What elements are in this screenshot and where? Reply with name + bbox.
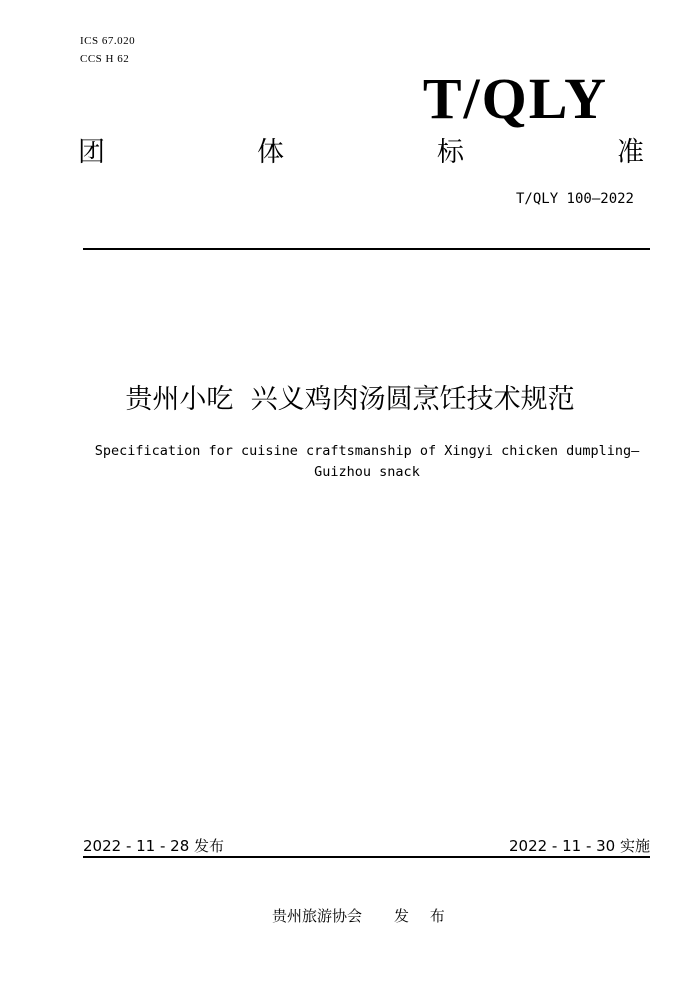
standard-logo: T/QLY bbox=[422, 66, 608, 131]
publisher-action: 发 布 bbox=[394, 907, 453, 925]
standard-type-char: 体 bbox=[257, 137, 284, 168]
standard-type-char: 标 bbox=[437, 137, 464, 168]
title-english bbox=[70, 441, 664, 483]
ics-code: ICS 67.020 bbox=[80, 35, 136, 47]
standard-type-char: 准 bbox=[617, 137, 644, 168]
title-chinese: 贵州小吃 兴义鸡肉汤圆烹饪技术规范 bbox=[125, 384, 575, 415]
publisher-name: 贵州旅游协会 bbox=[272, 907, 363, 925]
title-english-line-1: Specification for cuisine craftsmanship of Xingyi chicken dumpling— bbox=[94, 443, 640, 459]
bottom-divider bbox=[83, 856, 650, 858]
ccs-code: CCS H 62 bbox=[80, 53, 130, 65]
standard-code: T/QLY 100—2022 bbox=[515, 191, 634, 207]
implementation-date: 2022 - 11 - 30 实施 bbox=[508, 837, 650, 855]
publish-date: 2022 - 11 - 28 发布 bbox=[83, 837, 225, 855]
title-english-line-2: Guizhou snack bbox=[314, 464, 420, 480]
standard-type bbox=[78, 136, 644, 170]
publisher bbox=[272, 905, 453, 926]
standard-type-char: 团 bbox=[78, 137, 105, 168]
top-divider bbox=[83, 248, 650, 250]
